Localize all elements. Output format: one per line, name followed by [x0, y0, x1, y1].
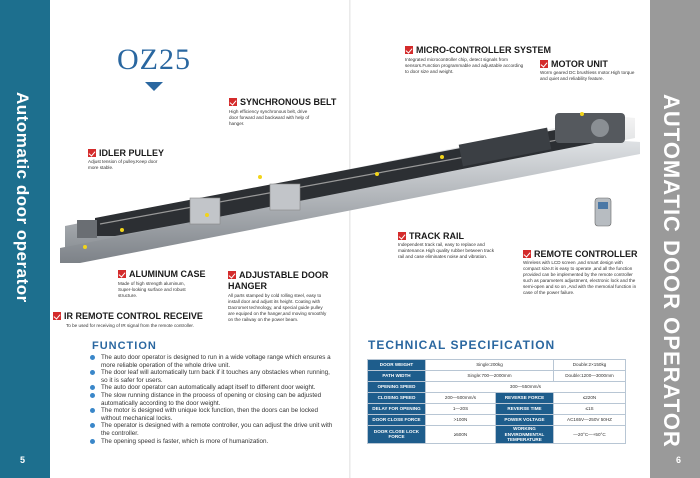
motor-unit [555, 113, 625, 143]
bullet-icon [90, 355, 95, 360]
door-hanger-label: ADJUSTABLE DOOR HANGER [228, 270, 329, 291]
marker-dot [83, 245, 87, 249]
right-page-number: 6 [676, 455, 682, 465]
function-item: The operator is designed with a remote controller, you can adjust the drive unit with the controller. [90, 422, 335, 437]
synchronous-belt-text: High efficiency synchronous belt, drive door forward and backward with help of hanger. [229, 109, 310, 126]
function-item: The opening speed is faster, which is more of humanization. [90, 438, 335, 446]
marker-dot [258, 175, 262, 179]
bullet-icon [90, 423, 95, 428]
spec-value: >100N [426, 415, 496, 426]
remote-controller-text: Wireless with LCD screen ,and smart design with compact size.It is easy to operate ,and all the function provided can be implemented by the remote controller such as parameters adjustment, electronic lock and the semi-open and so on ,And with the memorial function in case of the power failure. [523, 260, 637, 295]
door-hanger-left [190, 198, 220, 224]
spec-label: CLOSING SPEED [368, 393, 426, 404]
spec-value: —20°C—+50°C [554, 426, 626, 444]
motor-wheel [591, 119, 609, 137]
spec-value: ≤220N [554, 393, 626, 404]
spec-value: 200—500mm/s [426, 393, 496, 404]
bullet-icon [90, 393, 95, 398]
aluminum-case-label: ALUMINUM CASE [118, 269, 206, 279]
spec-label: PATH WIDTH [368, 371, 426, 382]
marker-dot [120, 228, 124, 232]
table-row [368, 371, 626, 382]
table-row [368, 415, 626, 426]
table-row [368, 426, 626, 444]
spec-value: Single:200kg [426, 360, 554, 371]
function-title: FUNCTION [92, 340, 157, 352]
bullet-icon [90, 439, 95, 444]
spec-value: Double:2×150kg [554, 360, 626, 371]
spec-value: Single:700—2000mm [426, 371, 554, 382]
idler-pulley [77, 220, 97, 238]
spec-label: REVERSE TIME [496, 404, 554, 415]
function-item: The auto door operator is designed to run in a wide voltage range which ensures a more reliable operation of the whole drive unit. [90, 354, 335, 369]
ir-remote-text: To be used for receiving of IR signal from the remote controller. [66, 323, 194, 328]
idler-pulley-text: Adjust tension of pulley.Keep door more stable. [88, 159, 158, 170]
check-mark-icon [540, 60, 548, 68]
check-mark-icon [228, 271, 236, 279]
table-row [368, 360, 626, 371]
check-mark-icon [405, 46, 413, 54]
synchronous-belt-label: SYNCHRONOUS BELT [229, 97, 336, 107]
spec-value: 1—20S [426, 404, 496, 415]
check-mark-icon [523, 250, 531, 258]
spec-label: WORKING ENVIRONMENTAL TEMPERATURE [496, 426, 554, 444]
check-mark-icon [398, 232, 406, 240]
spec-label: DELAY FOR OPENING [368, 404, 426, 415]
spec-label: DOOR WEIGHT [368, 360, 426, 371]
ir-remote-label: IR REMOTE CONTROL RECEIVE [53, 311, 203, 321]
micro-controller-label: MICRO-CONTROLLER SYSTEM [405, 45, 551, 55]
marker-dot [375, 172, 379, 176]
check-mark-icon [118, 270, 126, 278]
bullet-icon [90, 385, 95, 390]
motor-unit-label: MOTOR UNIT [540, 59, 608, 69]
function-item: The slow running distance in the process of opening or closing can be adjusted automatically according to the door weight. [90, 392, 335, 407]
spec-title: TECHNICAL SPECIFICATION [368, 338, 556, 352]
spec-label: DOOR CLOSE LOCK FORCE [368, 426, 426, 444]
bullet-icon [90, 408, 95, 413]
remote-controller-label: REMOTE CONTROLLER [523, 249, 638, 259]
door-operator-illustration [55, 108, 640, 268]
function-item: The auto door operator can automatically adapt itself to different door weight. [90, 384, 335, 392]
marker-dot [580, 112, 584, 116]
function-item: The door leaf will automatically turn back if it touches any obstacles when running, so it is safer for users. [90, 369, 335, 384]
bullet-icon [90, 370, 95, 375]
check-mark-icon [88, 149, 96, 157]
spec-label: REVERSE FORCE [496, 393, 554, 404]
check-mark-icon [229, 98, 237, 106]
left-vertical-title: Automatic door operator [13, 92, 32, 303]
spec-value: ≥500N [426, 426, 496, 444]
spec-label: DOOR CLOSE FORCE [368, 415, 426, 426]
remote-screen [598, 202, 608, 209]
function-list [90, 354, 335, 445]
table-row [368, 393, 626, 404]
table-row [368, 404, 626, 415]
spec-label: OPENING SPEED [368, 382, 426, 393]
spec-table [367, 359, 626, 444]
spec-value: 300—550mm/s [426, 382, 626, 393]
right-vertical-title: AUTOMATIC DOOR OPERATOR [659, 94, 684, 448]
marker-dot [205, 213, 209, 217]
model-name: OZ25 [117, 43, 191, 76]
spec-value: Double:1200—3000mm [554, 371, 626, 382]
marker-dot [440, 155, 444, 159]
spec-value: AC165V—250V 50HZ [554, 415, 626, 426]
motor-unit-text: Worm geared DC brushless motor.High torque and quiet and reliability feature. [540, 70, 635, 81]
left-page-number: 5 [20, 455, 26, 465]
spec-value: ≤1S [554, 404, 626, 415]
model-arrow-icon [145, 82, 163, 91]
check-mark-icon [53, 312, 61, 320]
door-hanger-right [270, 184, 300, 210]
function-item: The motor is designed with unique lock function, then the doors can be locked without mechanical locks. [90, 407, 335, 422]
aluminum-case-text: Made of high strength aluminum, Super-looking surface and robust structure. [118, 281, 186, 298]
track-rail-label: TRACK RAIL [398, 231, 464, 241]
door-hanger-text: All parts stamped by cold rolling steel, easy to install door and adjust its height. Coating with Dacromet technology, and special guide pulley are equiped on the hanger,and moving smoothly on the railway on the power beam. [228, 293, 327, 322]
table-row [368, 382, 626, 393]
micro-controller-text: Integrated microcontroller chip, detect signals from sensors.Function programmable and adjustable according to door size and weight. [405, 57, 524, 74]
idler-pulley-label: IDLER PULLEY [88, 148, 164, 158]
spec-label: POWER VOLTAGE [496, 415, 554, 426]
track-rail-text: Independent track rail, easy to replace and maintenance.High quality rubber between track rail and case eliminates noise and vibration. [398, 242, 495, 259]
